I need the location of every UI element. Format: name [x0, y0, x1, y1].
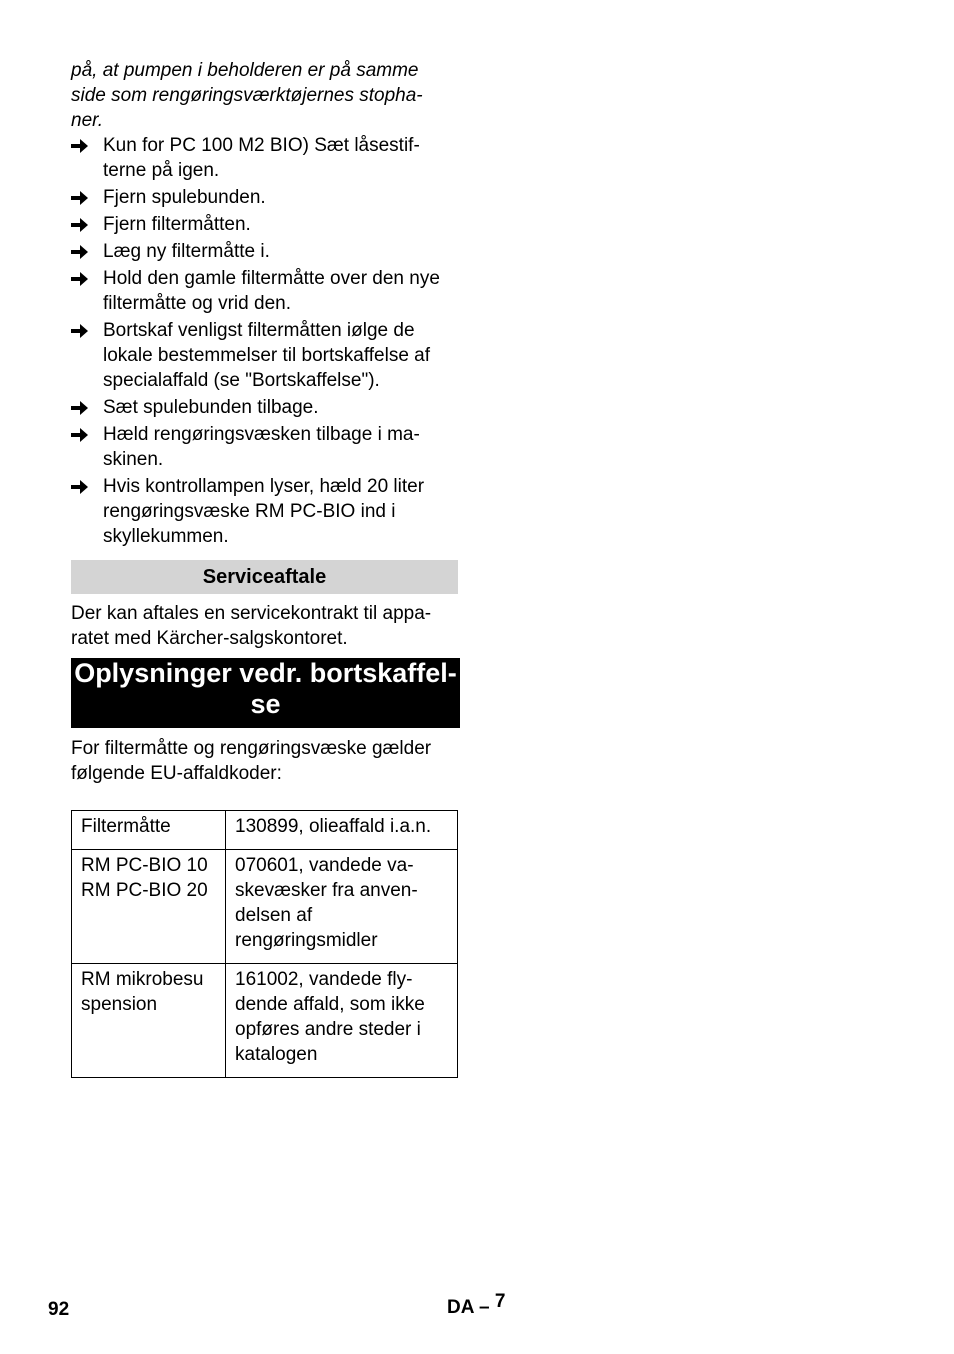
- disposal-line: følgende EU-affaldkoder:: [71, 763, 282, 784]
- step-item: [71, 212, 459, 237]
- section-page-number: 7: [494, 1291, 506, 1312]
- step-text: [103, 133, 459, 183]
- intro-line: side som rengøringsværktøjernes stopha-: [71, 85, 423, 106]
- arrow-right-icon: [71, 239, 103, 264]
- language-code: DA: [447, 1297, 474, 1318]
- table-row: [72, 811, 458, 850]
- step-item: [71, 133, 459, 183]
- step-line: Kun for PC 100 M2 BIO) Sæt låsestif-: [103, 135, 420, 156]
- arrow-right-icon: [71, 395, 103, 420]
- step-line: skinen.: [103, 449, 164, 470]
- cell-line: RM PC-BIO 10: [81, 855, 208, 876]
- step-item: [71, 422, 459, 472]
- step-text: [103, 212, 459, 237]
- cell-line: 161002, vandede fly-: [235, 969, 413, 990]
- step-item: [71, 266, 459, 316]
- material-cell: [72, 964, 226, 1078]
- disposal-line: For filtermåtte og rengøringsvæske gælder: [71, 738, 432, 759]
- arrow-right-icon: [71, 185, 103, 210]
- step-text: [103, 239, 459, 264]
- cell-line: skevæsker fra anven-: [235, 880, 418, 901]
- cell-line: spension: [81, 994, 158, 1015]
- disposal-heading: [71, 658, 460, 728]
- disposal-heading-line: Oplysninger vedr. bortskaffel-: [74, 658, 457, 688]
- material-cell: [72, 811, 226, 850]
- section-page-label: [447, 1291, 506, 1319]
- cell-line: opføres andre steder i: [235, 1019, 421, 1040]
- step-line: terne på igen.: [103, 160, 220, 181]
- table-row: [72, 964, 458, 1078]
- arrow-right-icon: [71, 266, 103, 291]
- cell-line: delsen af: [235, 905, 313, 926]
- step-line: Hold den gamle filtermåtte over den nye: [103, 268, 440, 289]
- disposal-paragraph: [71, 736, 459, 786]
- waste-code-table: [71, 810, 458, 1078]
- disposal-heading-line: se: [250, 689, 281, 719]
- arrow-right-icon: [71, 212, 103, 237]
- cell-line: katalogen: [235, 1044, 318, 1065]
- cell-line: 130899, olieaffald i.a.n.: [235, 816, 432, 837]
- cell-line: dende affald, som ikke: [235, 994, 425, 1015]
- step-text: [103, 422, 459, 472]
- step-text: [103, 474, 459, 549]
- arrow-right-icon: [71, 318, 103, 343]
- step-item: [71, 474, 459, 549]
- separator: –: [479, 1297, 490, 1318]
- waste-code-cell: [226, 850, 458, 964]
- step-line: Hæld rengøringsvæsken tilbage i ma-: [103, 424, 420, 445]
- step-item: [71, 239, 459, 264]
- step-line: Fjern spulebunden.: [103, 187, 266, 208]
- service-line: Der kan aftales en servicekontrakt til appa-: [71, 603, 432, 624]
- intro-line: ner.: [71, 110, 104, 131]
- intro-line: på, at pumpen i beholderen er på samme: [71, 60, 419, 81]
- step-line: Bortskaf venligst filtermåtten iølge de: [103, 320, 415, 341]
- arrow-right-icon: [71, 422, 103, 447]
- arrow-right-icon: [71, 133, 103, 158]
- page-number: 92: [48, 1299, 70, 1320]
- step-line: specialaffald (se "Bortskaffelse").: [103, 370, 380, 391]
- step-item: [71, 185, 459, 210]
- step-text: [103, 395, 459, 420]
- step-line: Læg ny filtermåtte i.: [103, 241, 270, 262]
- service-heading: Serviceaftale: [71, 560, 458, 594]
- step-item: [71, 318, 459, 393]
- cell-line: RM mikrobesu: [81, 969, 204, 990]
- step-line: rengøringsvæske RM PC-BIO ind i: [103, 501, 396, 522]
- step-line: filtermåtte og vrid den.: [103, 293, 291, 314]
- step-line: Fjern filtermåtten.: [103, 214, 251, 235]
- step-line: skyllekummen.: [103, 526, 229, 547]
- table-row: [72, 850, 458, 964]
- material-cell: [72, 850, 226, 964]
- step-item: [71, 395, 459, 420]
- step-text: [103, 185, 459, 210]
- cell-line: RM PC-BIO 20: [81, 880, 208, 901]
- arrow-right-icon: [71, 474, 103, 499]
- waste-code-cell: [226, 964, 458, 1078]
- cell-line: rengøringsmidler: [235, 930, 378, 951]
- step-line: Sæt spulebunden tilbage.: [103, 397, 319, 418]
- service-line: ratet med Kärcher-salgskontoret.: [71, 628, 348, 649]
- cell-line: Filtermåtte: [81, 816, 171, 837]
- step-list: [71, 133, 459, 551]
- step-line: Hvis kontrollampen lyser, hæld 20 liter: [103, 476, 425, 497]
- step-text: [103, 266, 459, 316]
- service-paragraph: [71, 601, 459, 651]
- step-line: lokale bestemmelser til bortskaffelse af: [103, 345, 431, 366]
- intro-paragraph: [71, 58, 459, 133]
- waste-code-cell: [226, 811, 458, 850]
- step-text: [103, 318, 459, 393]
- cell-line: 070601, vandede va-: [235, 855, 414, 876]
